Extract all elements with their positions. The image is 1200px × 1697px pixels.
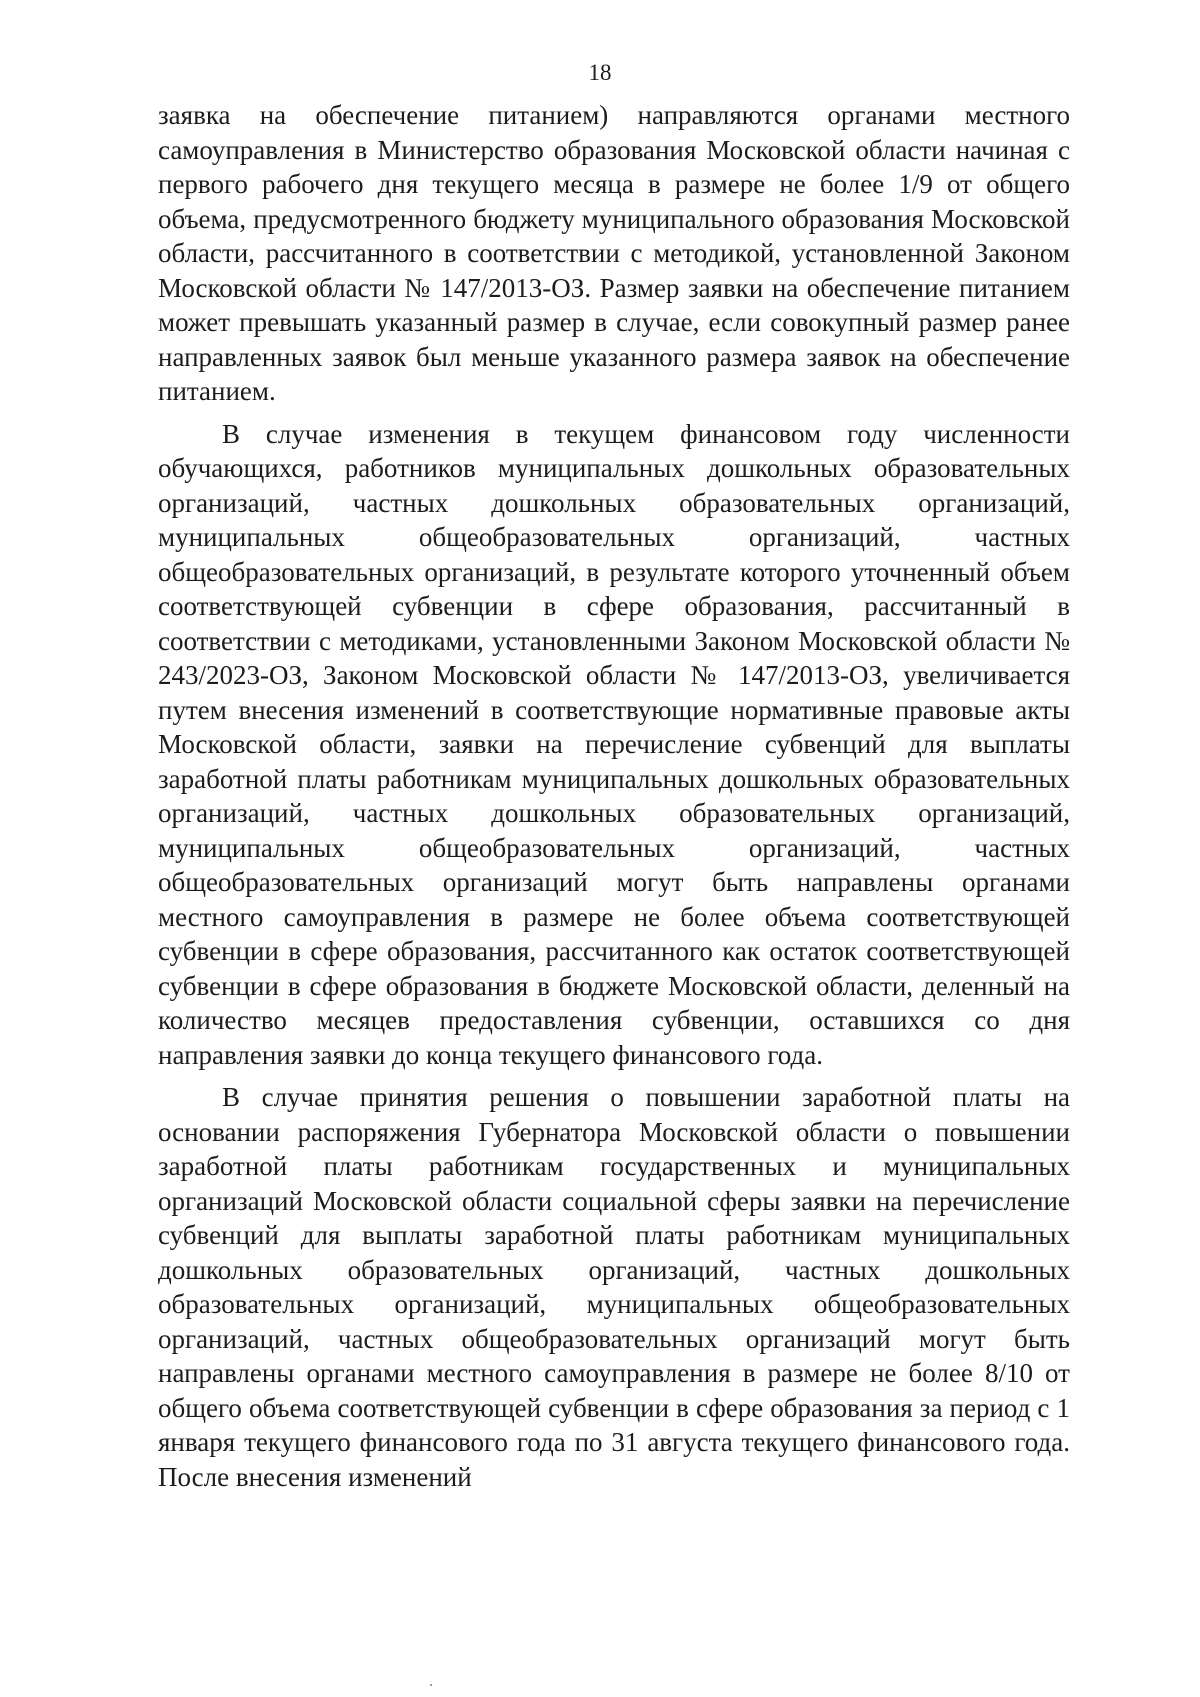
scan-speck <box>430 1684 432 1686</box>
page-number: 18 <box>588 60 612 85</box>
paragraph-continuation: заявка на обеспечение питанием) направляются органами местного самоуправления в Министерство образования Московской области начиная с первого рабочего дня текущего месяца в размере не более 1/9 от общего объема, предусмотренного бюджету муниципального образования Московской области, рассчитанного в соответствии с методикой, установленной Законом Московской области № 147/2013-ОЗ. Размер заявки на обеспечение питанием может превышать указанный размер в случае, если совокупный размер ранее направленных заявок был меньше указанного размера заявок на обеспечение питанием. <box>158 100 1070 406</box>
paragraph-subvention-change: В случае изменения в текущем финансовом году численности обучающихся, работников муниципальных дошкольных образовательных организаций, частных дошкольных образовательных организаций, муниципальных общеобразовательных организаций, частных общеобразовательных организаций, в результате которого уточненный объем соответствующей субвенции в сфере образования, рассчитанный в соответствии с методиками, установленными Законом Московской области № 243/2023-ОЗ, Законом Московской области № 147/2013-ОЗ, увеличивается путем внесения изменений в соответствующие нормативные правовые акты Московской области, заявки на перечисление субвенций для выплаты заработной платы работникам муниципальных дошкольных образовательных организаций, частных дошкольных образовательных организаций, муниципальных общеобразовательных организаций, частных общеобразовательных организаций могут быть направлены органами местного самоуправления в размере не более объема соответствующей субвенции в сфере образования, рассчитанного как остаток соответствующей субвенции в сфере образования в бюджете Московской области, деленный на количество месяцев предоставления субвенции, оставшихся со дня направления заявки до конца текущего финансового года. <box>158 418 1070 1070</box>
paragraph-salary-increase: В случае принятия решения о повышении заработной платы на основании распоряжения Губернатора Московской области о повышении заработной платы работникам государственных и муниципальных организаций Московской области социальной сферы заявки на перечисление субвенций для выплаты заработной платы работникам муниципальных дошкольных образовательных организаций, частных дошкольных образовательных организаций, муниципальных общеобразовательных организаций, частных общеобразовательных организаций могут быть направлены органами местного самоуправления в размере не более 8/10 от общего объема соответствующей субвенции в сфере образования за период с 1 января текущего финансового года по 31 августа текущего финансового года. После внесения изменений <box>158 1082 1070 1492</box>
document-body <box>158 98 1070 1494</box>
